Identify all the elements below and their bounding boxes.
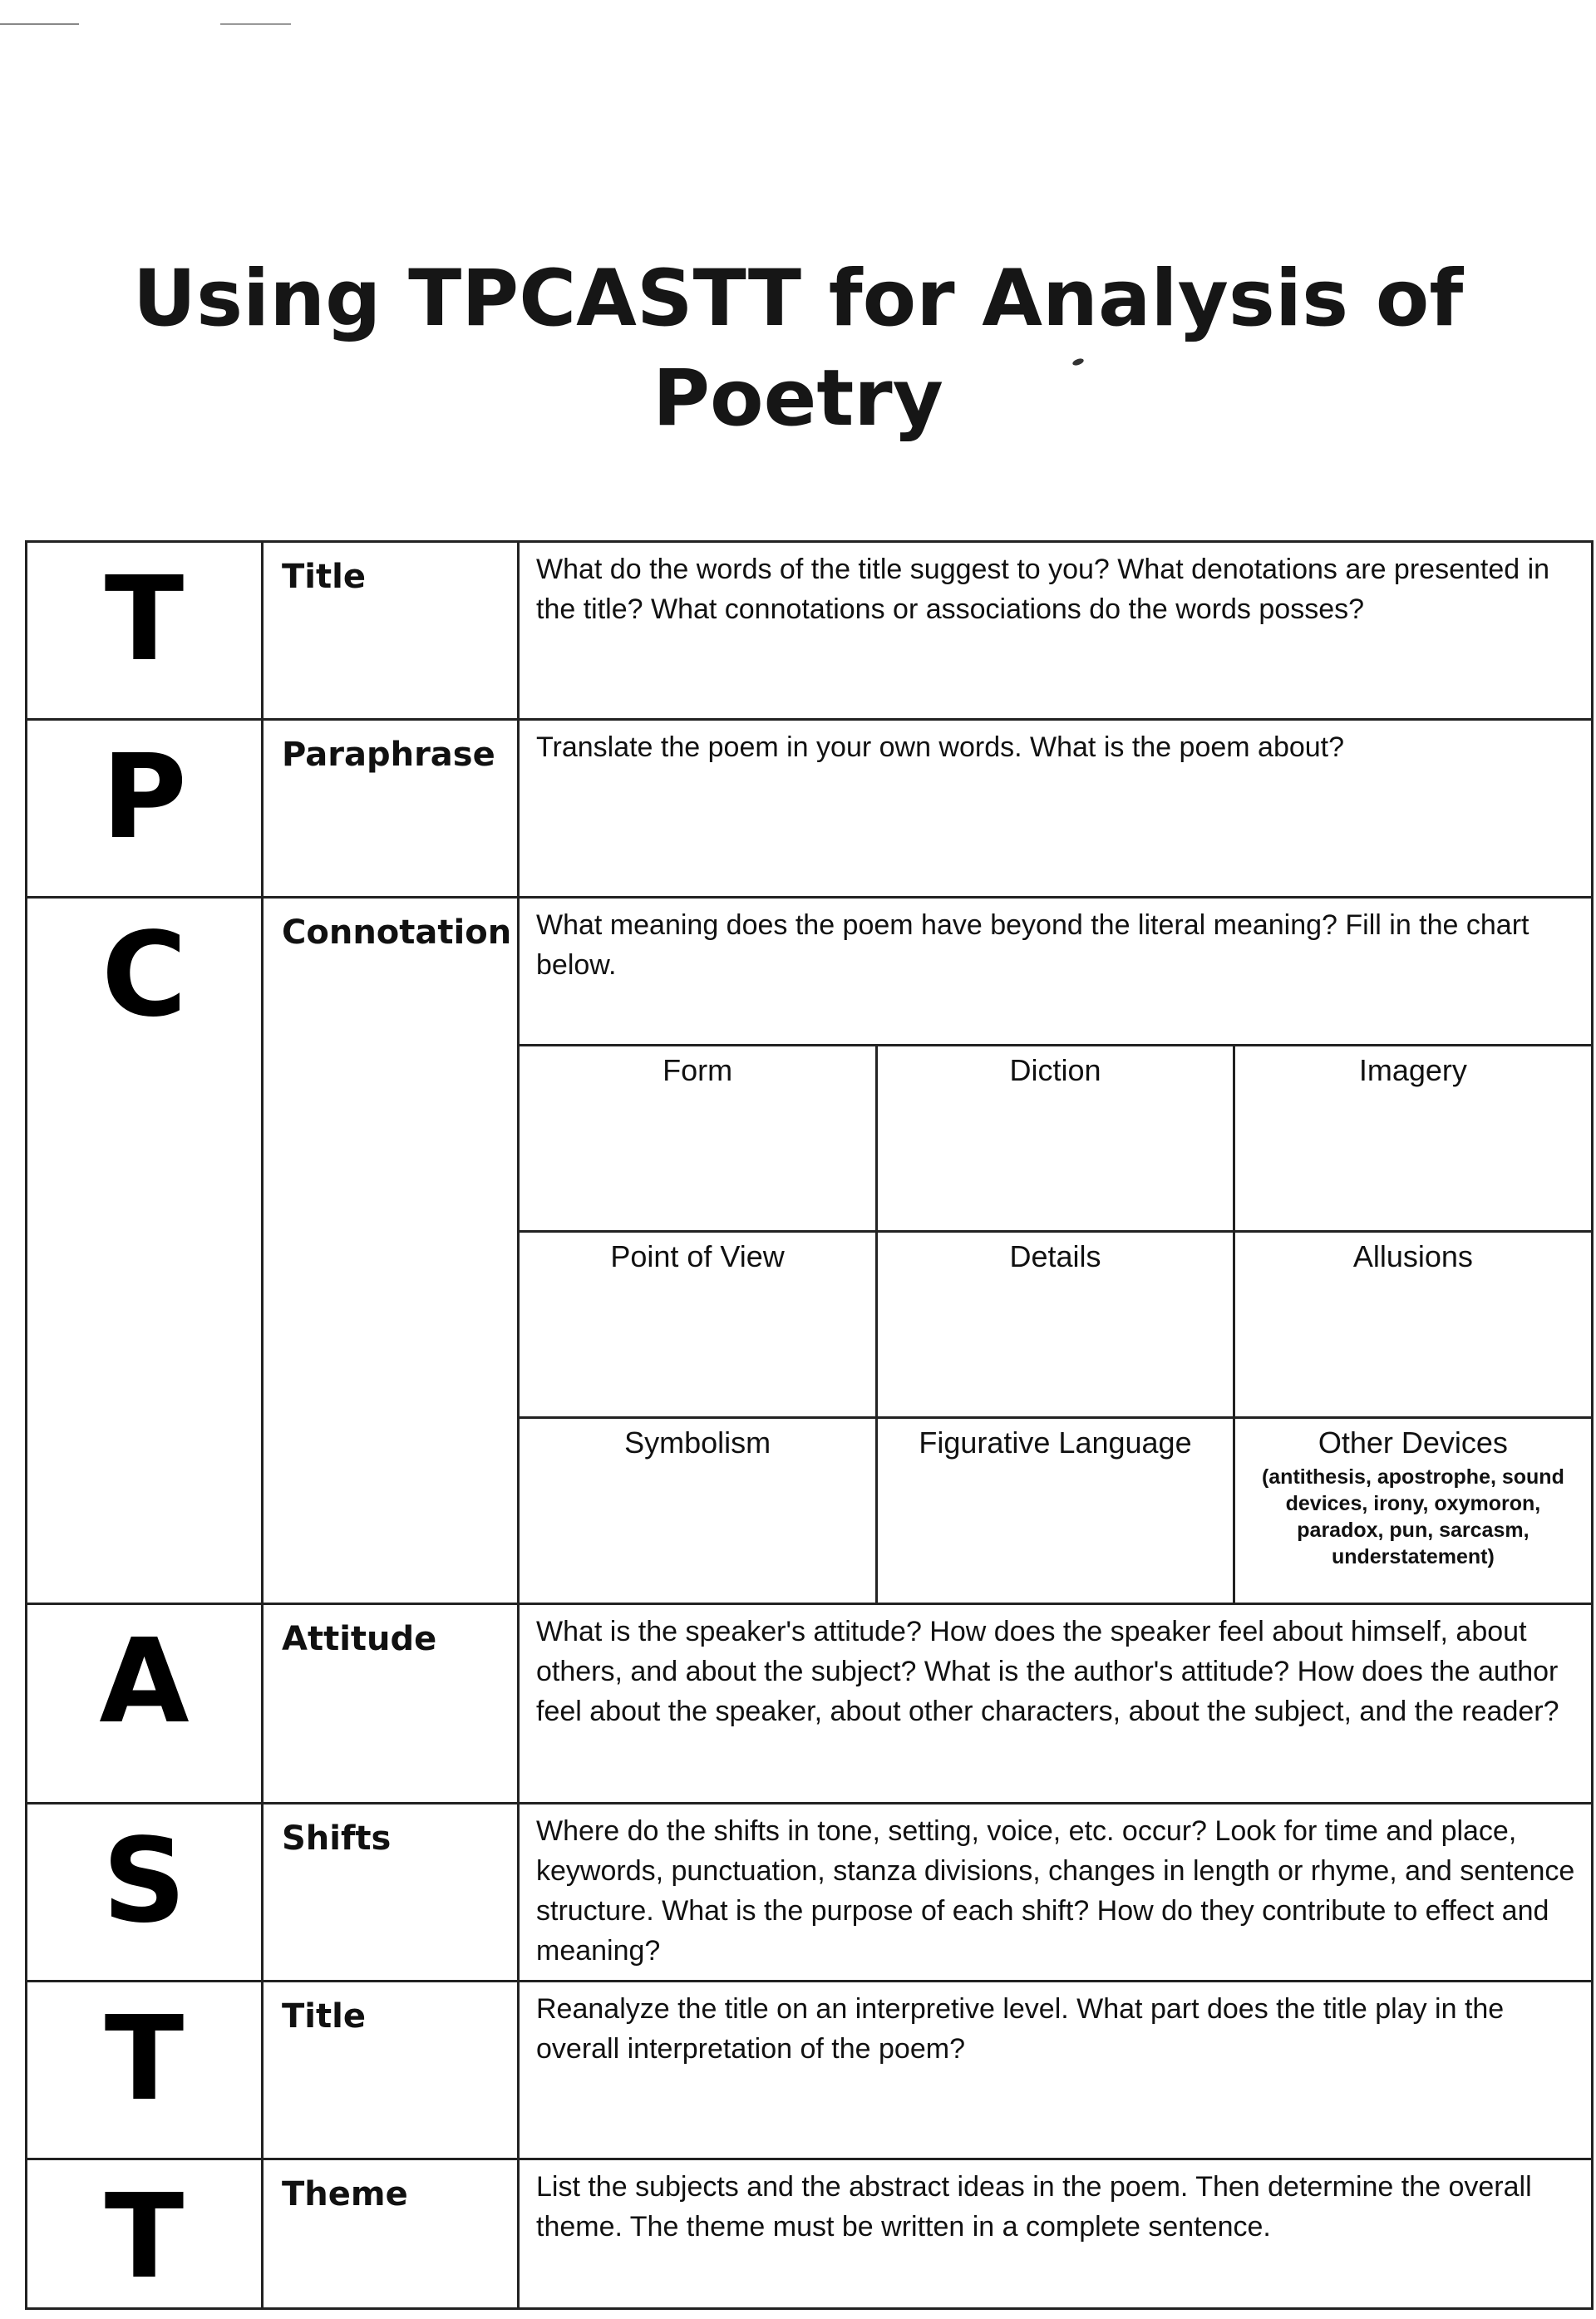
page-title [0,249,1596,449]
scan-mark [220,23,291,25]
description-cell [519,1982,1593,2159]
chart-cell-figurative-language: Figurative Language [877,1418,1234,1603]
page-title-line-1: Using TPCASTT for Analysis of [132,254,1464,344]
table-row-shifts [27,1804,1593,1982]
element-description: What is the speaker's attitude? How does the speaker feel about himself, about others, and about the subject? What is the author's attitude? How does the author feel about the speaker, about other characters, about the subject, and the reader? [536,1616,1559,1727]
chart-cell-other-devices [1234,1418,1591,1603]
description-cell [519,542,1593,720]
element-description: What meaning does the poem have beyond the literal meaning? Fill in the chart below. [536,909,1530,981]
chart-row [520,1418,1591,1603]
element-name: Paraphrase [263,720,519,898]
connotation-chart [520,1044,1591,1603]
description-cell [519,1804,1593,1982]
element-description: Where do the shifts in tone, setting, voice, etc. occur? Look for time and place, keywords, punctuation, stanza divisions, changes in length or rhyme, and sentence structure. What is the purpose of each shift? How do they contribute to effect and meaning? [536,1815,1575,1967]
table-row-connotation [27,898,1593,1604]
chart-cell-diction: Diction [877,1046,1234,1232]
element-description: Translate the poem in your own words. What is the poem about? [536,731,1345,763]
element-description: List the subjects and the abstract ideas in the poem. Then determine the overall theme. The theme must be written in a complete sentence. [536,2171,1532,2243]
element-name: Connotation [263,898,519,1604]
row-letter: A [99,1614,190,1750]
scan-mark [0,23,79,25]
other-devices-note: (antithesis, apostrophe, sound devices, irony, oxymoron, paradox, pun, sarcasm, understatement) [1261,1465,1564,1568]
chart-cell-allusions: Allusions [1234,1232,1591,1418]
table-row-paraphrase [27,720,1593,898]
chart-cell-symbolism: Symbolism [520,1418,877,1603]
chart-row [520,1046,1591,1232]
chart-cell-imagery: Imagery [1234,1046,1591,1232]
other-devices-label: Other Devices [1318,1425,1508,1460]
row-letter: C [101,908,187,1043]
page-title-line-2: Poetry [653,353,943,444]
letter-cell [27,542,263,720]
element-name: Theme [263,2159,519,2309]
table-row-title [27,542,1593,720]
element-description: What do the words of the title suggest to you? What denotations are presented in the title? What connotations or associations do the words posses? [536,554,1550,625]
chart-cell-point-of-view: Point of View [520,1232,877,1418]
chart-cell-details: Details [877,1232,1234,1418]
description-cell [519,720,1593,898]
description-cell [519,2159,1593,2309]
element-name: Shifts [263,1804,519,1982]
tpcastt-table [25,540,1594,2310]
element-name: Title [263,1982,519,2159]
row-letter: S [102,1814,186,1949]
chart-row [520,1232,1591,1418]
element-name: Attitude [263,1604,519,1804]
table-row-title-2 [27,1982,1593,2159]
letter-cell [27,898,263,1604]
letter-cell [27,1804,263,1982]
chart-cell-form: Form [520,1046,877,1232]
row-letter: T [104,1992,185,2127]
letter-cell [27,1604,263,1804]
description-cell [519,898,1593,1604]
table-row-theme [27,2159,1593,2309]
table-row-attitude [27,1604,1593,1804]
row-letter: P [101,730,187,865]
letter-cell [27,1982,263,2159]
letter-cell [27,2159,263,2309]
description-cell [519,1604,1593,1804]
element-description: Reanalyze the title on an interpretive level. What part does the title play in the overall interpretation of the poem? [536,1993,1505,2065]
row-letter: T [104,552,185,687]
letter-cell [27,720,263,898]
row-letter: T [104,2169,185,2305]
element-name: Title [263,542,519,720]
